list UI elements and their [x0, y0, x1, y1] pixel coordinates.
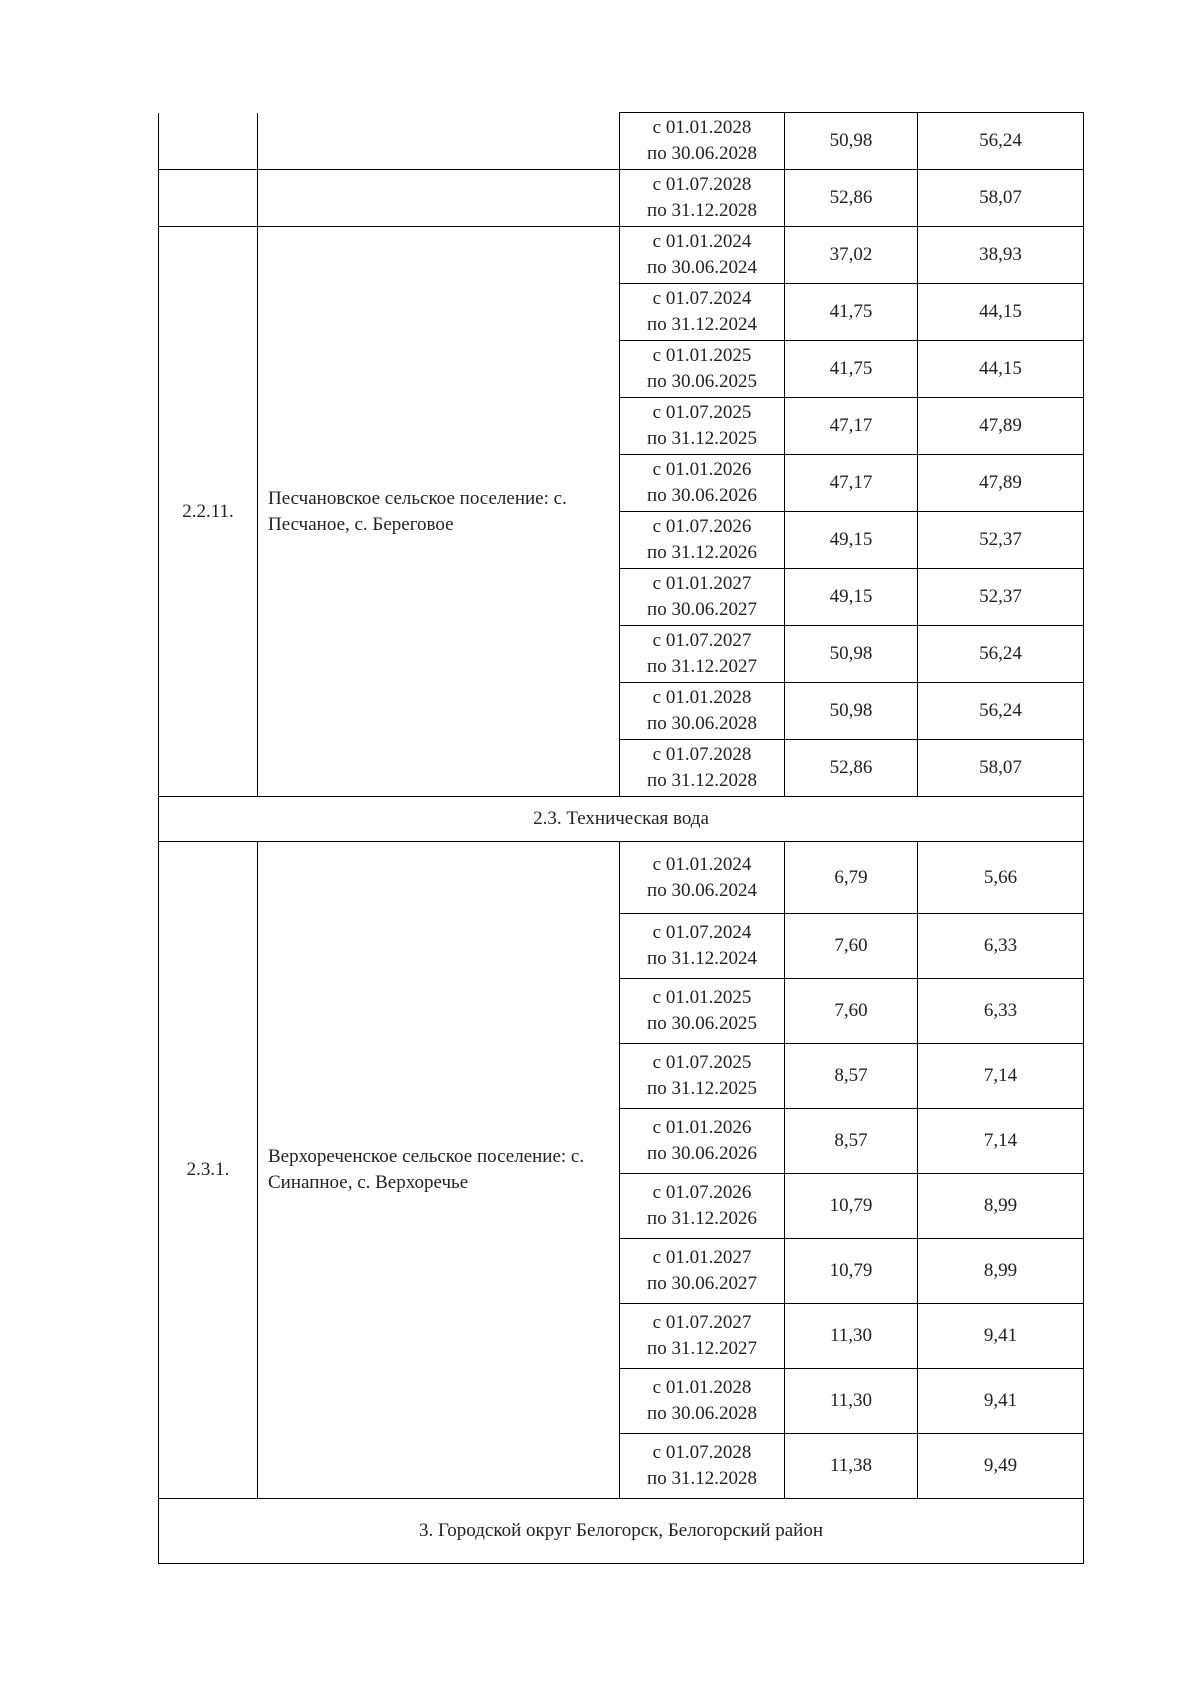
period-cell [620, 1434, 785, 1499]
period-cell [620, 170, 785, 227]
period-from: с 01.01.2025 [652, 987, 752, 1008]
value-cell-1: 11,30 [785, 1369, 918, 1434]
table-row [159, 113, 1084, 170]
value-cell-2: 47,89 [918, 398, 1084, 455]
value-cell-2: 56,24 [918, 683, 1084, 740]
period-cell [620, 1109, 785, 1174]
period-cell [620, 979, 785, 1044]
period-from: с 01.01.2028 [652, 687, 752, 708]
value-cell-2: 58,07 [918, 740, 1084, 797]
value-cell-1: 7,60 [785, 979, 918, 1044]
period-cell [620, 842, 785, 914]
value-cell-2: 8,99 [918, 1239, 1084, 1304]
period-to: по 30.06.2026 [647, 485, 757, 506]
period-to: по 31.12.2024 [647, 948, 757, 969]
item-number-cell [159, 113, 258, 170]
period-from: с 01.07.2027 [652, 630, 752, 651]
period-from: с 01.07.2027 [652, 1312, 752, 1333]
item-name-cell [258, 113, 620, 170]
period-to: по 31.12.2028 [647, 1468, 757, 1489]
value-cell-2: 9,49 [918, 1434, 1084, 1499]
value-cell-1: 37,02 [785, 227, 918, 284]
value-cell-1: 41,75 [785, 341, 918, 398]
value-cell-1: 47,17 [785, 398, 918, 455]
value-cell-2: 56,24 [918, 626, 1084, 683]
value-cell-2: 38,93 [918, 227, 1084, 284]
value-cell-2: 52,37 [918, 512, 1084, 569]
value-cell-1: 49,15 [785, 512, 918, 569]
table-row [159, 227, 1084, 284]
value-cell-1: 8,57 [785, 1109, 918, 1174]
value-cell-1: 41,75 [785, 284, 918, 341]
period-cell [620, 398, 785, 455]
period-from: с 01.07.2028 [652, 174, 752, 195]
period-to: по 31.12.2025 [647, 1078, 757, 1099]
period-from: с 01.01.2025 [652, 345, 752, 366]
period-to: по 31.12.2028 [647, 770, 757, 791]
period-to: по 30.06.2026 [647, 1143, 757, 1164]
tariff-table-body [159, 113, 1084, 1564]
value-cell-2: 44,15 [918, 284, 1084, 341]
value-cell-1: 47,17 [785, 455, 918, 512]
section-title: 3. Городской округ Белогорск, Белогорский район [159, 1499, 1084, 1564]
item-name-cell [258, 170, 620, 227]
value-cell-2: 56,24 [918, 113, 1084, 170]
period-to: по 31.12.2026 [647, 1208, 757, 1229]
value-cell-1: 8,57 [785, 1044, 918, 1109]
value-cell-2: 9,41 [918, 1369, 1084, 1434]
period-to: по 30.06.2025 [647, 371, 757, 392]
period-from: с 01.01.2027 [652, 1247, 752, 1268]
period-from: с 01.01.2024 [652, 853, 752, 875]
tariff-table [158, 112, 1084, 1564]
value-cell-1: 50,98 [785, 683, 918, 740]
period-cell [620, 683, 785, 740]
period-from: с 01.01.2028 [652, 1377, 752, 1398]
value-cell-2: 9,41 [918, 1304, 1084, 1369]
period-from: с 01.01.2024 [652, 231, 752, 252]
period-to: по 31.12.2025 [647, 428, 757, 449]
period-cell [620, 227, 785, 284]
period-from: с 01.07.2026 [652, 516, 752, 537]
value-cell-1: 11,30 [785, 1304, 918, 1369]
value-cell-1: 6,79 [785, 842, 918, 914]
period-to: по 31.12.2026 [647, 542, 757, 563]
period-cell [620, 740, 785, 797]
period-to: по 30.06.2028 [647, 1403, 757, 1424]
period-from: с 01.07.2026 [652, 1182, 752, 1203]
period-from: с 01.01.2026 [652, 459, 752, 480]
period-cell [620, 284, 785, 341]
period-cell [620, 1369, 785, 1434]
period-cell [620, 569, 785, 626]
value-cell-1: 49,15 [785, 569, 918, 626]
value-cell-1: 52,86 [785, 740, 918, 797]
period-from: с 01.07.2025 [652, 1052, 752, 1073]
period-cell [620, 1044, 785, 1109]
period-cell [620, 914, 785, 979]
value-cell-1: 11,38 [785, 1434, 918, 1499]
period-cell [620, 512, 785, 569]
section-title: 2.3. Техническая вода [159, 797, 1084, 842]
period-to: по 30.06.2024 [647, 257, 757, 278]
period-cell [620, 1304, 785, 1369]
period-cell [620, 1174, 785, 1239]
value-cell-2: 7,14 [918, 1044, 1084, 1109]
period-to: по 30.06.2027 [647, 1273, 757, 1294]
period-to: по 31.12.2028 [647, 200, 757, 221]
item-name-cell: Верхореченское сельское поселение: с. Синапное, с. Верхоречье [258, 842, 620, 1499]
value-cell-1: 10,79 [785, 1239, 918, 1304]
item-name-cell: Песчановское сельское поселение: с. Песчаное, с. Береговое [258, 227, 620, 797]
period-from: с 01.01.2026 [652, 1117, 752, 1138]
period-to: по 31.12.2027 [647, 656, 757, 677]
period-from: с 01.07.2025 [652, 402, 752, 423]
value-cell-2: 8,99 [918, 1174, 1084, 1239]
value-cell-2: 6,33 [918, 914, 1084, 979]
period-cell [620, 113, 785, 170]
period-to: по 30.06.2028 [647, 713, 757, 734]
period-to: по 30.06.2027 [647, 599, 757, 620]
period-from: с 01.07.2028 [652, 744, 752, 765]
value-cell-2: 58,07 [918, 170, 1084, 227]
period-from: с 01.01.2028 [652, 117, 752, 138]
section-row [159, 797, 1084, 842]
table-row [159, 170, 1084, 227]
period-from: с 01.07.2024 [652, 288, 752, 309]
value-cell-2: 44,15 [918, 341, 1084, 398]
period-to: по 30.06.2028 [647, 143, 757, 164]
period-to: по 31.12.2024 [647, 314, 757, 335]
value-cell-1: 50,98 [785, 626, 918, 683]
item-number-cell [159, 170, 258, 227]
value-cell-1: 52,86 [785, 170, 918, 227]
period-cell [620, 626, 785, 683]
item-number-cell: 2.3.1. [159, 842, 258, 1499]
value-cell-1: 7,60 [785, 914, 918, 979]
value-cell-2: 52,37 [918, 569, 1084, 626]
period-cell [620, 455, 785, 512]
value-cell-2: 5,66 [918, 842, 1084, 914]
period-to: по 31.12.2027 [647, 1338, 757, 1359]
period-from: с 01.07.2024 [652, 922, 752, 943]
period-to: по 30.06.2025 [647, 1013, 757, 1034]
value-cell-2: 7,14 [918, 1109, 1084, 1174]
value-cell-1: 50,98 [785, 113, 918, 170]
value-cell-2: 6,33 [918, 979, 1084, 1044]
period-to: по 30.06.2024 [647, 879, 757, 901]
value-cell-1: 10,79 [785, 1174, 918, 1239]
value-cell-2: 47,89 [918, 455, 1084, 512]
period-from: с 01.01.2027 [652, 573, 752, 594]
item-number-cell: 2.2.11. [159, 227, 258, 797]
period-cell [620, 1239, 785, 1304]
period-from: с 01.07.2028 [652, 1442, 752, 1463]
period-cell [620, 341, 785, 398]
table-row [159, 842, 1084, 914]
section-row [159, 1499, 1084, 1564]
